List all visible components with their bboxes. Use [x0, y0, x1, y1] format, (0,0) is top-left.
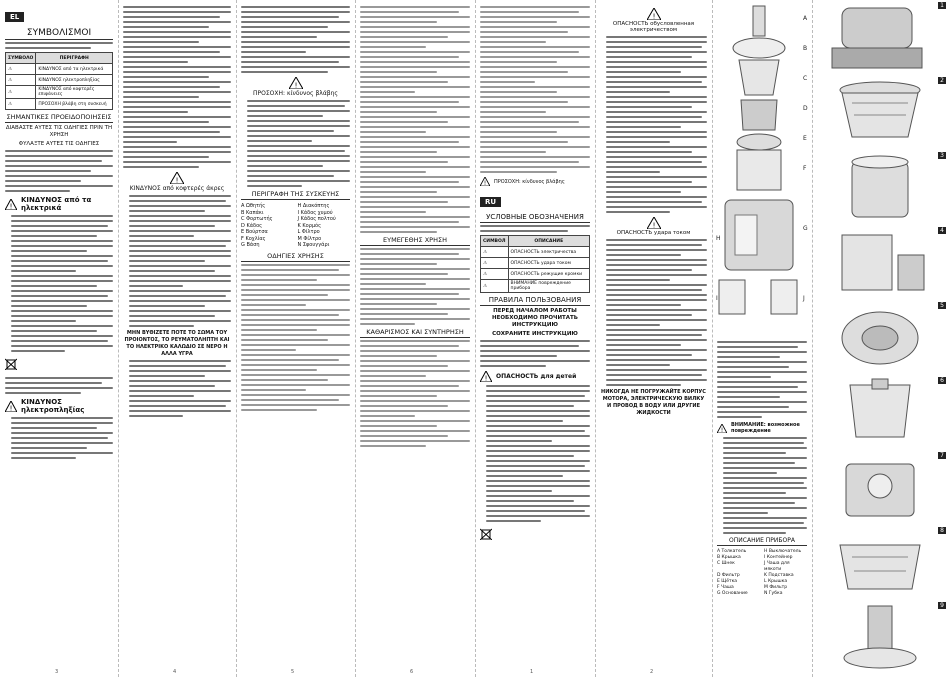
warning-icon	[5, 199, 17, 210]
figure-7: 7	[812, 450, 948, 525]
ru-symbols-title: УСЛОВНЫЕ ОБОЗНАЧЕНИЯ	[480, 213, 590, 223]
warning-icon	[170, 172, 184, 184]
figure-4: 4	[812, 225, 948, 300]
warning-icon	[647, 217, 661, 229]
svg-text:!: !	[9, 202, 13, 210]
caution-damage-heading: ! ΠΡΟΣΟΧΗ: κίνδυνος βλάβης	[241, 77, 350, 97]
warning-icon	[480, 371, 492, 382]
svg-text:!: !	[175, 176, 179, 184]
parts-title: ΠΕΡΙΓΡΑΦΗ ΤΗΣ ΣΥΣΚΕΥΗΣ	[241, 190, 350, 200]
instructions-title: ΟΔΗΓΙΕΣ ΧΡΗΣΗΣ	[241, 252, 350, 262]
figure-1: 1	[812, 0, 948, 75]
column-russian-safety: ! ОПАСНОСТЬ обусловленная электричеством ! ОПАСНОСТЬ удара током НИКОГДА НЕ ПОГРУЖАЙТЕ КОРПУС МОТОРА, ЭЛЕКТРИЧЕСКУЮ ВИЛКУ И ПРОВОД В ВОДУ ИЛИ ДРУГИЕ ЖИДКОСТИ 2	[595, 0, 712, 677]
rules-title: ПРАВИЛА ПОЛЬЗОВАНИЯ	[480, 296, 590, 306]
figure-9: 9	[812, 600, 948, 677]
figure-3: 3	[812, 150, 948, 225]
ru-symbols-table: СИМВОЛ ОПИСАНИЕ ⚠ ОПАСНОСТЬ электричества ⚠ ОПАСНОСТЬ удара током ⚠ ОПАСНОСТЬ режущие кромки ⚠ ВНИМАНИЕ повреждение прибора	[480, 235, 590, 293]
svg-text:A: A	[803, 15, 808, 22]
svg-text:H: H	[716, 235, 721, 242]
figure-5: 5	[812, 300, 948, 375]
svg-text:I: I	[716, 295, 718, 302]
svg-text:F: F	[803, 165, 807, 172]
svg-text:J: J	[803, 295, 805, 302]
figure-2: 2	[812, 75, 948, 150]
symbols-table: ΣΥΜΒΟΛΟ ΠΕΡΙΓΡΑΦΗ ⚠ ΚΙΝΔΥΝΟΣ από τα ηλεκτρικά ⚠ ΚΙΝΔΥΝΟΣ ηλεκτροπληξίας ⚠ ΚΙΝΔΥΝΟΣ από κοφτερές επιφάνειες ⚠ ΠΡΟΣΟΧΗ βλάβη στη συσκευή	[5, 52, 113, 110]
svg-text:!: !	[294, 81, 297, 89]
figure-6: 6	[812, 375, 948, 450]
danger-sharp-heading: ! ΚΙΝΔΥΝΟΣ από κοφτερές άκρες	[123, 172, 231, 192]
warning-icon	[480, 177, 490, 186]
warning-icon	[5, 401, 17, 412]
column-greek-description: ! ΠΡΟΣΟΧΗ: κίνδυνος βλάβης ΠΕΡΙΓΡΑΦΗ ΤΗΣ ΣΥΣΚΕΥΗΣ A Ωθητής H Διακόπτης B Καπάκι I Κάδος χυμού C Φορτωτής J Κάδος πολτού D Κάδος K Κορμός E Βούρτσα L Φίλτρο F Κοχλίας M Φίλτρο G Βάση N Σφουγγάρι ΟΔΗΓΙΕΣ ΧΡΗΣΗΣ 5	[236, 0, 355, 677]
keep-instructions: ΦΥΛΑΞΤΕ ΑΥΤΕΣ ΤΙΣ ΟΔΗΓΙΕΣ	[18, 141, 100, 147]
device-description-title: ОПИСАНИЕ ПРИБОРА	[717, 537, 807, 546]
recycle-bin-icon	[5, 355, 113, 374]
immersion-warning: ΜΗΝ ΒΥΘΙΖΕΤΕ ΠΟΤΕ ΤΟ ΣΩΜΑ ΤΟΥ ΠΡΟΙΟΝΤΟΣ, ΤΟ ΡΕΥΜΑΤΟΛΗΠΤΗ ΚΑΙ ΤΟ ΗΛΕΚΤΡΙΚΟ ΚΑΛΩΔΙΟ ΣΕ ΝΕΡΟ Η ΑΛΛΑ ΥΓΡΑ	[124, 330, 230, 357]
column-russian-symbols: ! ΠΡΟΣΟΧΗ: κίνδυνος βλάβης RU УСЛОВНЫЕ ОБОЗНАЧЕНИЯ СИМВОЛ ОПИСАНИЕ ⚠ ОПАСНОСТЬ электричества ⚠ ОПАСНОСТЬ удара током ⚠ ОПАСНОСТЬ режущие кромки ⚠ ВНИМАНИЕ повреждение прибора ПРАВИЛА ПОЛЬЗОВАНИЯ ПЕРЕД НАЧАЛОМ РАБОТЫ НЕОБХОДИМО ПРОЧИТАТЬ ИНСТРУКЦИЮ СОХРАНИТЕ ИНСТРУКЦИЮ ! ОПАСНОСТЬ для детей 1	[475, 0, 595, 677]
danger-electric-heading: ! ОПАСНОСТЬ обусловленная электричеством	[600, 8, 707, 33]
warning-icon	[647, 8, 661, 20]
svg-text:B: B	[803, 45, 808, 52]
svg-text:!: !	[483, 180, 487, 186]
svg-text:C: C	[803, 75, 808, 82]
svg-text:!: !	[720, 427, 724, 433]
important-subtitle: ΔΙΑΒΑΣΤΕ ΑΥΤΕΣ ΤΙΣ ΟΔΗΓΙΕΣ ΠΡΙΝ ΤΗ ΧΡΗΣΗ	[5, 125, 113, 138]
keep-subtitle: СОХРАНИТЕ ИНСТРУКЦИЮ	[492, 331, 578, 337]
warning-icon	[289, 77, 303, 89]
svg-text:D: D	[803, 105, 808, 112]
juicer-exploded-view	[715, 0, 812, 330]
warning-icon	[717, 424, 727, 433]
caution-damage-heading: ! ΠΡΟΣΟΧΗ: κίνδυνος βλάβης	[480, 177, 590, 186]
ru-parts-list: A Толкатель H Выключатель B Крышка I Контейнер C Шнек J Чаша для мякоти D Фильтр K Подставка E Щётка L Крышка F Чаша M Фильтр G Основание N Губка	[717, 549, 802, 596]
column-greek-safety: ! ΚΙΝΔΥΝΟΣ από κοφτερές άκρες ΜΗΝ ΒΥΘΙΖΕΤΕ ΠΟΤΕ ΤΟ ΣΩΜΑ ΤΟΥ ΠΡΟΙΟΝΤΟΣ, ΤΟ ΡΕΥΜΑΤΟΛΗΠΤΗ ΚΑΙ ΤΟ ΗΛΕΚΤΡΙΚΟ ΚΑΛΩΔΙΟ ΣΕ ΝΕΡΟ Η ΑΛΛΑ ΥΓΡΑ 4	[118, 0, 236, 677]
danger-children-heading: ! ОПАСНОСТЬ для детей	[480, 371, 590, 382]
recycle-bin-icon	[480, 525, 590, 544]
figure-8: 8	[812, 525, 948, 600]
danger-electric-heading: ! ΚΙΝΔΥΝΟΣ από τα ηλεκτρικά	[5, 196, 113, 212]
efficient-use-title: ΕΥΜΕΓΕΘΗΣ ΧΡΗΣΗ	[360, 236, 470, 246]
caution-note-heading: ! ВНИМАНИЕ: возможное повреждение	[717, 422, 807, 434]
svg-text:!: !	[9, 404, 13, 412]
svg-text:!: !	[652, 12, 655, 20]
svg-text:!: !	[484, 374, 488, 382]
symbols-title: ΣΥΜΒΟΛΙΣΜΟΙ	[5, 28, 113, 40]
svg-text:E: E	[803, 135, 807, 142]
important-title: ΣΗΜΑΝΤΙΚΕΣ ΠΡΟΕΙΔΟΠΟΙΗΣΕΙΣ	[6, 113, 112, 121]
cleaning-title: ΚΑΘΑΡΙΣΜΟΣ ΚΑΙ ΣΥΝΤΗΡΗΣΗ	[360, 328, 470, 338]
rules-subtitle: ПЕРЕД НАЧАЛОМ РАБОТЫ НЕОБХОДИМО ПРОЧИТАТЬ ИНСТРУКЦИЮ	[491, 308, 579, 328]
column-russian-description	[712, 335, 812, 677]
danger-shock-heading: ! ΚΙΝΔΥΝΟΣ ηλεκτροπληξίας	[5, 398, 113, 414]
column-greek-cleaning: ΕΥΜΕΓΕΘΗΣ ΧΡΗΣΗ ΚΑΘΑΡΙΣΜΟΣ ΚΑΙ ΣΥΝΤΗΡΗΣΗ 6	[355, 0, 475, 677]
svg-text:!: !	[652, 221, 655, 229]
language-tag: RU	[480, 197, 501, 207]
figures-column	[812, 0, 948, 677]
column-greek-symbols: EL ΣΥΜΒΟΛΙΣΜΟΙ ΣΥΜΒΟΛΟ ΠΕΡΙΓΡΑΦΗ ⚠ ΚΙΝΔΥΝΟΣ από τα ηλεκτρικά ⚠ ΚΙΝΔΥΝΟΣ ηλεκτροπληξίας ⚠ ΚΙΝΔΥΝΟΣ από κοφτερές επιφάνειες ⚠ ΠΡΟΣΟΧΗ βλάβη στη συσκευή ΣΗΜΑΝΤΙΚΕΣ ΠΡΟΕΙΔΟΠΟΙΗΣΕΙΣ ΔΙΑΒΑΣΤΕ ΑΥΤΕΣ ΤΙΣ ΟΔΗΓΙΕΣ ΠΡΙΝ ΤΗ ΧΡΗΣΗ ΦΥΛΑΞΤΕ ΑΥΤΕΣ ΤΙΣ ΟΔΗΓΙΕΣ ! ΚΙΝΔΥΝΟΣ από τα ηλεκτρικά ! ΚΙΝΔΥΝΟΣ ηλεκτροπληξίας 3	[5, 13, 113, 675]
immersion-warning: НИКОГДА НЕ ПОГРУЖАЙТЕ КОРПУС МОТОРА, ЭЛЕКТРИЧЕСКУЮ ВИЛКУ И ПРОВОД В ВОДУ ИЛИ ДРУГИЕ ЖИДКОСТИ	[601, 389, 706, 416]
parts-list: A Ωθητής H Διακόπτης B Καπάκι I Κάδος χυμού C Φορτωτής J Κάδος πολτού D Κάδος K Κορμός E Βούρτσα L Φίλτρο F Κοχλίας M Φίλτρο G Βάση N Σφουγγάρι	[241, 203, 336, 248]
svg-text:G: G	[803, 225, 808, 232]
language-tag: EL	[5, 12, 24, 22]
assembly-figure	[715, 0, 812, 330]
danger-shock-heading: ! ОПАСНОСТЬ удара током	[600, 217, 707, 236]
